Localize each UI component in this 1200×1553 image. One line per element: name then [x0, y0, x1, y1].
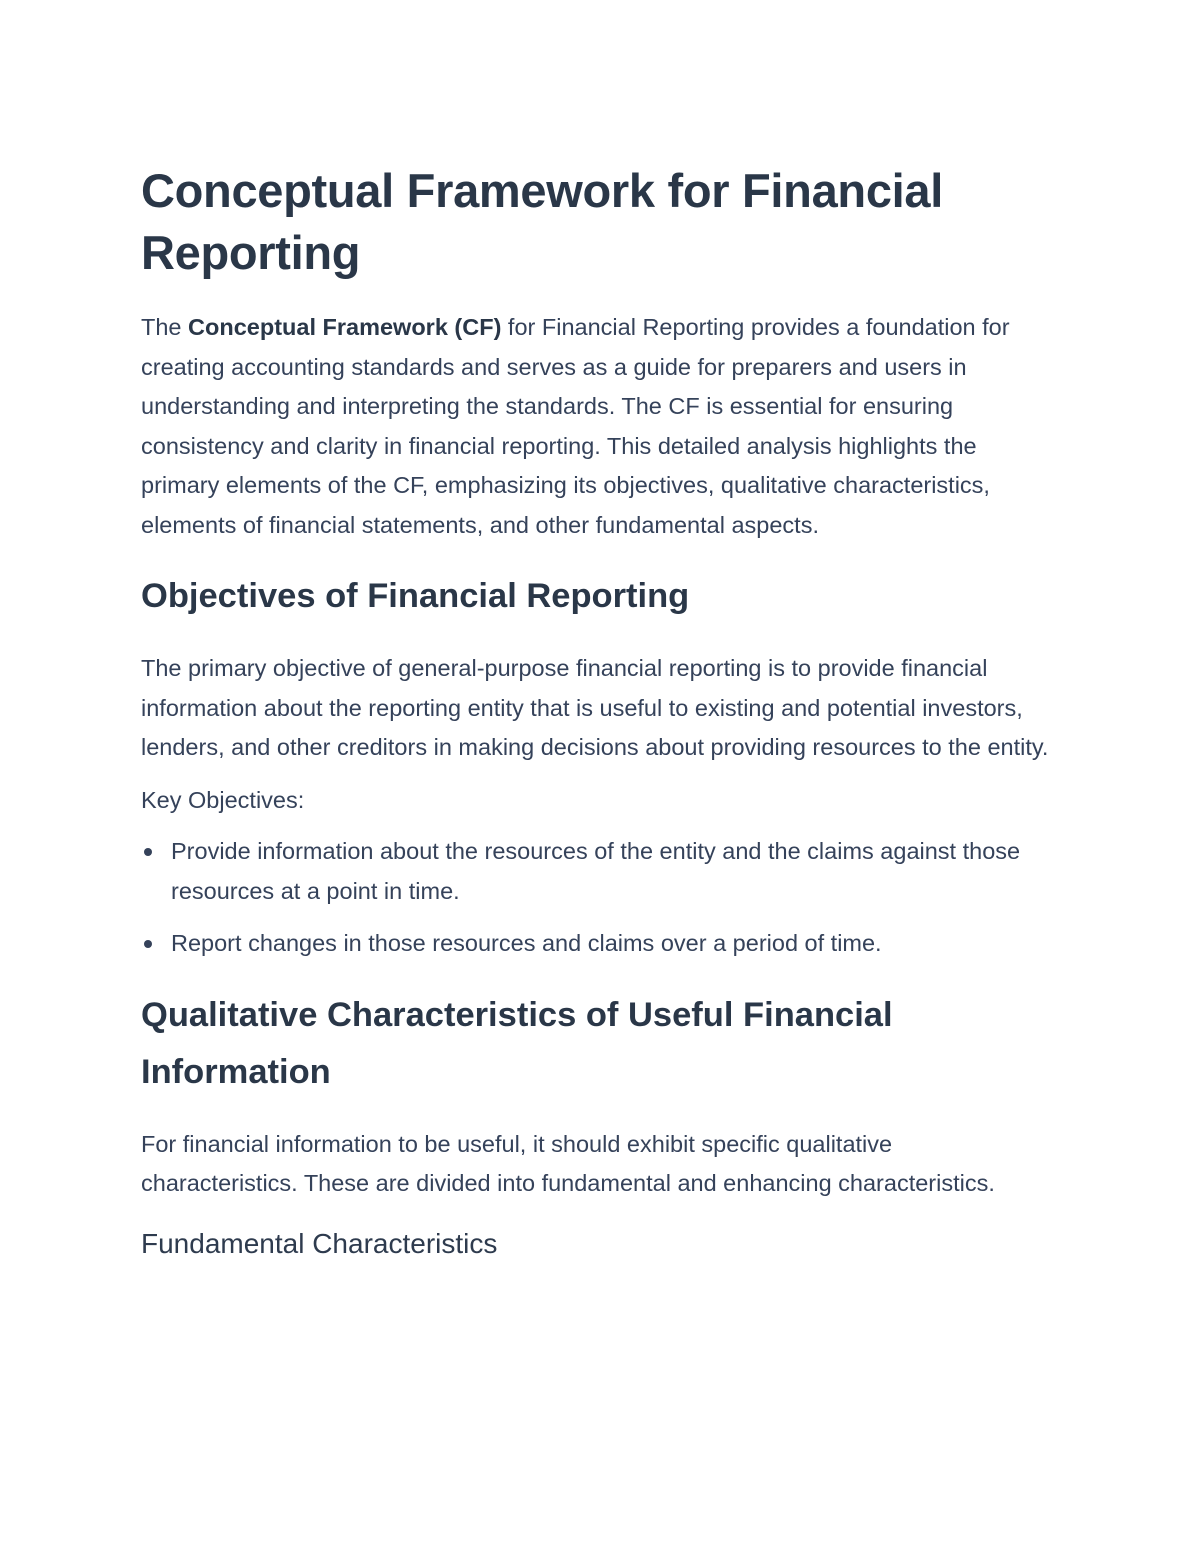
objectives-heading: Objectives of Financial Reporting: [141, 577, 690, 615]
bullet-icon: [144, 848, 152, 856]
list-item-text: Report changes in those resources and claims over a period of time.: [171, 930, 882, 956]
list-item: [141, 924, 1051, 964]
document-page: [141, 160, 1051, 1266]
list-item: [141, 832, 1051, 911]
objectives-paragraph: The primary objective of general-purpose financial reporting is to provide financial information about the reporting entity that is useful to existing and potential investors, lenders, and other creditors in making decisions about providing resources to the entity.: [141, 655, 1049, 760]
list-item-text: Provide information about the resources of the entity and the claims against those resources at a point in time.: [171, 838, 1021, 904]
intro-rest: for Financial Reporting provides a foundation for creating accounting standards and serves as a guide for preparers and users in understanding and interpreting the standards. The CF is essential for ensuring consistency and clarity in financial reporting. This detailed analysis highlights the primary elements of the CF, emphasizing its objectives, qualitative characteristics, elements of financial statements, and other fundamental aspects.: [141, 314, 1010, 538]
intro-bold-term: Conceptual Framework (CF): [188, 314, 502, 340]
intro-lead: The: [141, 314, 189, 340]
intro-paragraph: [141, 308, 1051, 545]
document-title: Conceptual Framework for Financial Reporting: [141, 164, 944, 279]
key-objectives-list: [141, 832, 1051, 964]
qualitative-paragraph: For financial information to be useful, it should exhibit specific qualitative characteristics. These are divided into fundamental and enhancing characteristics.: [141, 1130, 995, 1196]
fundamental-subheading: Fundamental Characteristics: [141, 1227, 498, 1259]
key-objectives-label: Key Objectives:: [141, 786, 305, 813]
qualitative-heading: Qualitative Characteristics of Useful Financial Information: [141, 995, 893, 1091]
bullet-icon: [144, 940, 152, 948]
